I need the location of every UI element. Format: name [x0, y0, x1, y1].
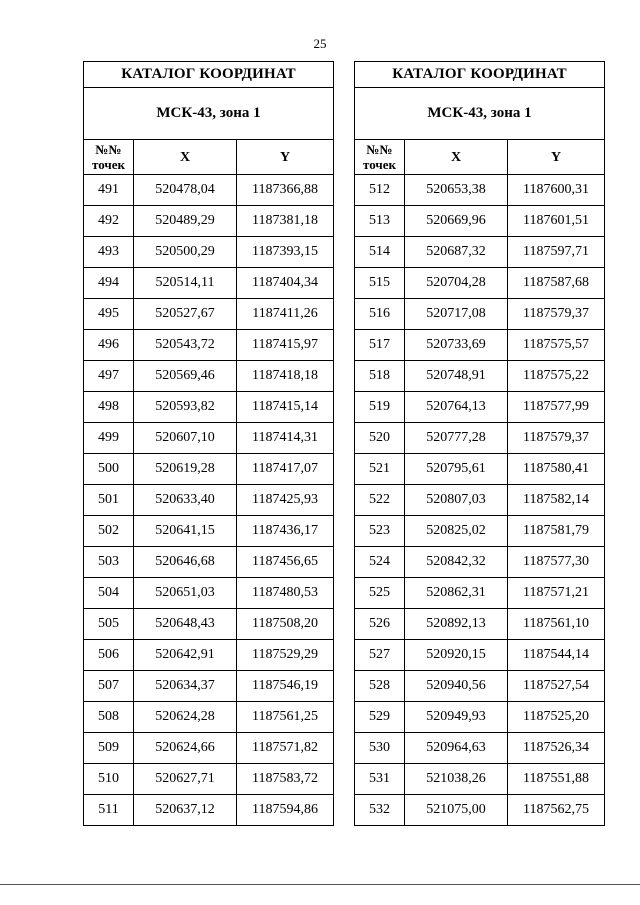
x-coordinate-cell: 520892,13: [405, 609, 508, 640]
y-header: Y: [237, 140, 334, 175]
x-coordinate-cell: 520842,32: [405, 547, 508, 578]
y-coordinate-cell: 1187561,25: [237, 702, 334, 733]
point-number-cell: 502: [84, 516, 134, 547]
y-coordinate-cell: 1187579,37: [508, 299, 605, 330]
y-coordinate-cell: 1187581,79: [508, 516, 605, 547]
y-coordinate-cell: 1187415,97: [237, 330, 334, 361]
y-coordinate-cell: 1187436,17: [237, 516, 334, 547]
table-row: [355, 702, 605, 733]
x-coordinate-cell: 520648,43: [134, 609, 237, 640]
point-number-cell: 508: [84, 702, 134, 733]
point-number-cell: 512: [355, 175, 405, 206]
x-coordinate-cell: 520807,03: [405, 485, 508, 516]
x-coordinate-cell: 520633,40: [134, 485, 237, 516]
x-coordinate-cell: 520634,37: [134, 671, 237, 702]
y-coordinate-cell: 1187551,88: [508, 764, 605, 795]
point-number-cell: 506: [84, 640, 134, 671]
point-number-cell: 504: [84, 578, 134, 609]
x-coordinate-cell: 520607,10: [134, 423, 237, 454]
table-row: [84, 609, 334, 640]
y-coordinate-cell: 1187381,18: [237, 206, 334, 237]
catalog-zone: МСК-43, зона 1: [84, 88, 334, 140]
table-row: [355, 671, 605, 702]
table-row: [355, 361, 605, 392]
x-coordinate-cell: 520862,31: [405, 578, 508, 609]
table-row: [84, 640, 334, 671]
x-coordinate-cell: 520764,13: [405, 392, 508, 423]
y-coordinate-cell: 1187575,57: [508, 330, 605, 361]
point-number-cell: 500: [84, 454, 134, 485]
point-number-cell: 498: [84, 392, 134, 423]
x-coordinate-cell: 520642,91: [134, 640, 237, 671]
x-coordinate-cell: 520543,72: [134, 330, 237, 361]
x-header: X: [405, 140, 508, 175]
y-coordinate-cell: 1187527,54: [508, 671, 605, 702]
point-number-cell: 509: [84, 733, 134, 764]
point-number-header-line2: точек: [363, 157, 396, 172]
y-coordinate-cell: 1187414,31: [237, 423, 334, 454]
y-coordinate-cell: 1187577,99: [508, 392, 605, 423]
y-coordinate-cell: 1187393,15: [237, 237, 334, 268]
point-number-cell: 503: [84, 547, 134, 578]
catalog-body: [355, 175, 605, 826]
point-number-cell: 501: [84, 485, 134, 516]
table-row: [355, 299, 605, 330]
y-coordinate-cell: 1187425,93: [237, 485, 334, 516]
x-coordinate-cell: 521075,00: [405, 795, 508, 826]
table-row: [355, 423, 605, 454]
table-row: [355, 795, 605, 826]
y-coordinate-cell: 1187577,30: [508, 547, 605, 578]
x-coordinate-cell: 520627,71: [134, 764, 237, 795]
point-number-cell: 528: [355, 671, 405, 702]
y-header: Y: [508, 140, 605, 175]
point-number-cell: 494: [84, 268, 134, 299]
y-coordinate-cell: 1187582,14: [508, 485, 605, 516]
y-coordinate-cell: 1187404,34: [237, 268, 334, 299]
table-row: [355, 330, 605, 361]
table-row: [84, 516, 334, 547]
table-row: [84, 423, 334, 454]
table-row: [355, 454, 605, 485]
x-coordinate-cell: 520653,38: [405, 175, 508, 206]
x-coordinate-cell: 520669,96: [405, 206, 508, 237]
page-number: 25: [313, 36, 327, 51]
point-number-cell: 530: [355, 733, 405, 764]
y-coordinate-cell: 1187525,20: [508, 702, 605, 733]
x-coordinate-cell: 520593,82: [134, 392, 237, 423]
table-row: [355, 764, 605, 795]
x-coordinate-cell: 521038,26: [405, 764, 508, 795]
table-row: [355, 268, 605, 299]
y-coordinate-cell: 1187366,88: [237, 175, 334, 206]
x-coordinate-cell: 520624,66: [134, 733, 237, 764]
y-coordinate-cell: 1187417,07: [237, 454, 334, 485]
table-row: [84, 268, 334, 299]
point-number-cell: 517: [355, 330, 405, 361]
table-row: [84, 733, 334, 764]
point-number-cell: 514: [355, 237, 405, 268]
table-row: [355, 733, 605, 764]
y-coordinate-cell: 1187561,10: [508, 609, 605, 640]
point-number-cell: 520: [355, 423, 405, 454]
y-coordinate-cell: 1187456,65: [237, 547, 334, 578]
x-coordinate-cell: 520964,63: [405, 733, 508, 764]
y-coordinate-cell: 1187415,14: [237, 392, 334, 423]
table-row: [355, 547, 605, 578]
x-coordinate-cell: 520949,93: [405, 702, 508, 733]
point-number-cell: 523: [355, 516, 405, 547]
table-row: [355, 516, 605, 547]
point-number-cell: 491: [84, 175, 134, 206]
point-number-cell: 521: [355, 454, 405, 485]
x-coordinate-cell: 520651,03: [134, 578, 237, 609]
x-coordinate-cell: 520940,56: [405, 671, 508, 702]
coordinate-catalog-left: [83, 61, 334, 826]
point-number-cell: 532: [355, 795, 405, 826]
point-number-cell: 531: [355, 764, 405, 795]
coordinate-catalog-right: [354, 61, 605, 826]
y-coordinate-cell: 1187580,41: [508, 454, 605, 485]
point-number-cell: 524: [355, 547, 405, 578]
x-coordinate-cell: 520717,08: [405, 299, 508, 330]
point-number-cell: 510: [84, 764, 134, 795]
point-number-cell: 522: [355, 485, 405, 516]
x-coordinate-cell: 520777,28: [405, 423, 508, 454]
page-bottom-rule: [0, 884, 640, 885]
point-number-cell: 525: [355, 578, 405, 609]
table-row: [84, 175, 334, 206]
point-number-header-line2: точек: [92, 157, 125, 172]
point-number-cell: 496: [84, 330, 134, 361]
catalog-zone: МСК-43, зона 1: [355, 88, 605, 140]
y-coordinate-cell: 1187601,51: [508, 206, 605, 237]
table-row: [84, 361, 334, 392]
y-coordinate-cell: 1187583,72: [237, 764, 334, 795]
x-coordinate-cell: 520619,28: [134, 454, 237, 485]
y-coordinate-cell: 1187571,82: [237, 733, 334, 764]
point-number-cell: 499: [84, 423, 134, 454]
table-row: [355, 609, 605, 640]
y-coordinate-cell: 1187411,26: [237, 299, 334, 330]
catalog-title: КАТАЛОГ КООРДИНАТ: [355, 62, 605, 88]
x-coordinate-cell: 520637,12: [134, 795, 237, 826]
y-coordinate-cell: 1187600,31: [508, 175, 605, 206]
x-coordinate-cell: 520624,28: [134, 702, 237, 733]
table-row: [84, 671, 334, 702]
point-number-header-line1: №№: [366, 142, 393, 157]
point-number-cell: 513: [355, 206, 405, 237]
y-coordinate-cell: 1187418,18: [237, 361, 334, 392]
point-number-cell: 519: [355, 392, 405, 423]
point-number-cell: 493: [84, 237, 134, 268]
x-coordinate-cell: 520527,67: [134, 299, 237, 330]
x-coordinate-cell: 520646,68: [134, 547, 237, 578]
table-row: [355, 175, 605, 206]
x-coordinate-cell: 520795,61: [405, 454, 508, 485]
point-number-header-line1: №№: [95, 142, 122, 157]
x-coordinate-cell: 520733,69: [405, 330, 508, 361]
point-number-cell: 527: [355, 640, 405, 671]
y-coordinate-cell: 1187526,34: [508, 733, 605, 764]
point-number-cell: 492: [84, 206, 134, 237]
y-coordinate-cell: 1187546,19: [237, 671, 334, 702]
x-coordinate-cell: 520748,91: [405, 361, 508, 392]
point-number-cell: 497: [84, 361, 134, 392]
y-coordinate-cell: 1187597,71: [508, 237, 605, 268]
point-number-cell: 515: [355, 268, 405, 299]
point-number-header: [355, 140, 405, 175]
x-coordinate-cell: 520704,28: [405, 268, 508, 299]
y-coordinate-cell: 1187571,21: [508, 578, 605, 609]
x-coordinate-cell: 520687,32: [405, 237, 508, 268]
point-number-cell: 526: [355, 609, 405, 640]
x-header: X: [134, 140, 237, 175]
point-number-cell: 516: [355, 299, 405, 330]
catalog-body: [84, 175, 334, 826]
y-coordinate-cell: 1187579,37: [508, 423, 605, 454]
y-coordinate-cell: 1187544,14: [508, 640, 605, 671]
x-coordinate-cell: 520478,04: [134, 175, 237, 206]
point-number-header: [84, 140, 134, 175]
x-coordinate-cell: 520489,29: [134, 206, 237, 237]
x-coordinate-cell: 520825,02: [405, 516, 508, 547]
point-number-cell: 507: [84, 671, 134, 702]
point-number-cell: 505: [84, 609, 134, 640]
table-row: [355, 206, 605, 237]
y-coordinate-cell: 1187480,53: [237, 578, 334, 609]
point-number-cell: 518: [355, 361, 405, 392]
table-row: [355, 392, 605, 423]
table-row: [84, 485, 334, 516]
y-coordinate-cell: 1187508,20: [237, 609, 334, 640]
table-row: [84, 547, 334, 578]
catalog-title: КАТАЛОГ КООРДИНАТ: [84, 62, 334, 88]
table-row: [355, 640, 605, 671]
x-coordinate-cell: 520641,15: [134, 516, 237, 547]
table-row: [84, 764, 334, 795]
y-coordinate-cell: 1187587,68: [508, 268, 605, 299]
y-coordinate-cell: 1187575,22: [508, 361, 605, 392]
table-row: [84, 454, 334, 485]
x-coordinate-cell: 520500,29: [134, 237, 237, 268]
table-row: [84, 392, 334, 423]
table-row: [84, 299, 334, 330]
table-row: [355, 237, 605, 268]
point-number-cell: 495: [84, 299, 134, 330]
table-row: [355, 578, 605, 609]
point-number-cell: 529: [355, 702, 405, 733]
point-number-cell: 511: [84, 795, 134, 826]
table-row: [84, 702, 334, 733]
table-row: [84, 237, 334, 268]
x-coordinate-cell: 520569,46: [134, 361, 237, 392]
y-coordinate-cell: 1187562,75: [508, 795, 605, 826]
table-row: [355, 485, 605, 516]
table-row: [84, 330, 334, 361]
table-row: [84, 795, 334, 826]
y-coordinate-cell: 1187594,86: [237, 795, 334, 826]
table-row: [84, 206, 334, 237]
table-row: [84, 578, 334, 609]
x-coordinate-cell: 520514,11: [134, 268, 237, 299]
y-coordinate-cell: 1187529,29: [237, 640, 334, 671]
x-coordinate-cell: 520920,15: [405, 640, 508, 671]
